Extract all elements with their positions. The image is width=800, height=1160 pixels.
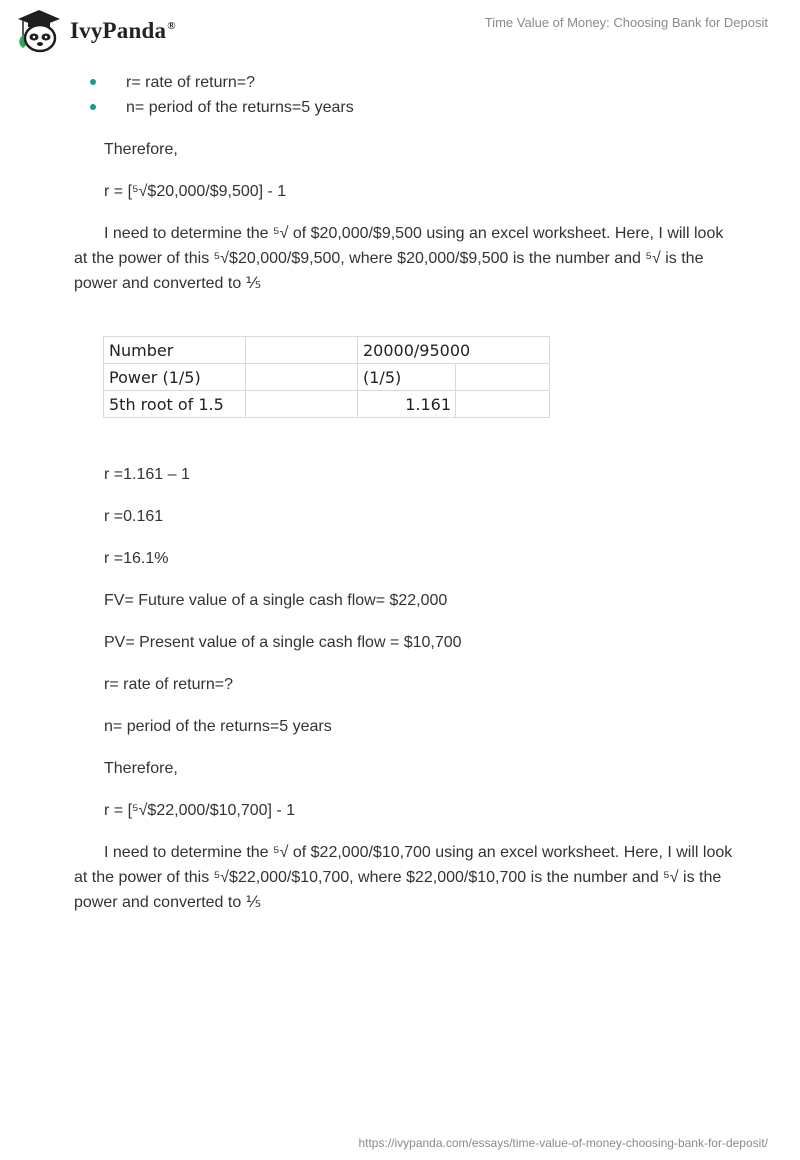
table-cell — [456, 391, 550, 418]
table-cell — [246, 391, 358, 418]
text-line: FV= Future value of a single cash flow= $22,000 — [104, 592, 448, 609]
table-row — [104, 391, 550, 418]
text-line: r =0.161 — [104, 508, 164, 525]
text-line: Therefore, — [104, 141, 178, 158]
text-line: Therefore, — [104, 760, 178, 777]
text-line: r =16.1% — [104, 550, 169, 567]
table-cell — [456, 364, 550, 391]
brand-name: IvyPanda® — [70, 18, 176, 43]
paragraph: I need to determine the ⁵√ of $20,000/$9,500 using an excel worksheet. Here, I will look at the power of this ⁵√$20,000/$9,500, where $20,000/$9,500 is the number and ⁵√ is the power and converted to ⅕ — [74, 225, 724, 292]
table-cell: Power (1/5) — [104, 364, 246, 391]
table-cell: Number — [104, 337, 246, 364]
table-cell — [246, 337, 358, 364]
document-title: Time Value of Money: Choosing Bank for Deposit — [484, 15, 768, 30]
paragraph: I need to determine the ⁵√ of $22,000/$10,700 using an excel worksheet. Here, I will look at the power of this ⁵√$22,000/$10,700, where $22,000/$10,700 is the number and ⁵√ is the power and converted to ⅕ — [74, 844, 733, 911]
source-url-link[interactable]: https://ivypanda.com/essays/time-value-of-money-choosing-bank-for-deposit/ — [358, 1136, 768, 1150]
page-header — [0, 0, 800, 62]
text-line: n= period of the returns=5 years — [104, 718, 332, 735]
list-item: r= rate of return=? — [74, 70, 734, 95]
formula-line: r = [⁵√$20,000/$9,500] - 1 — [104, 183, 287, 200]
bullet-dot-icon — [90, 104, 96, 110]
essay-content — [74, 70, 734, 915]
table-cell — [246, 364, 358, 391]
table-cell: 20000/95000 — [358, 337, 550, 364]
excel-table — [103, 336, 550, 418]
table-cell: (1/5) — [358, 364, 456, 391]
table-cell: 5th root of 1.5 — [104, 391, 246, 418]
text-line: r =1.161 – 1 — [104, 466, 190, 483]
text-line: PV= Present value of a single cash flow = $10,700 — [104, 634, 462, 651]
excel-table-image — [103, 336, 734, 418]
text-line: r= rate of return=? — [104, 676, 233, 693]
list-item: n= period of the returns=5 years — [74, 95, 734, 120]
panda-graduation-icon — [14, 8, 64, 54]
ivypanda-logo[interactable] — [14, 8, 176, 54]
variable-list — [74, 70, 734, 120]
formula-line: r = [⁵√$22,000/$10,700] - 1 — [104, 802, 296, 819]
table-row — [104, 337, 550, 364]
bullet-dot-icon — [90, 79, 96, 85]
table-cell: 1.161 — [358, 391, 456, 418]
table-row — [104, 364, 550, 391]
